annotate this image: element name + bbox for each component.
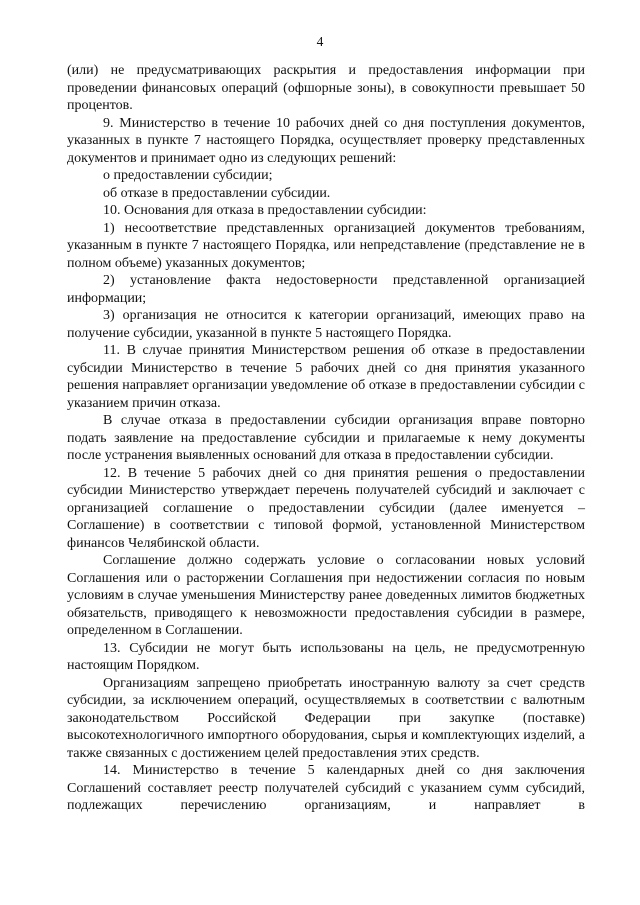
paragraph: о предоставлении субсидии;	[103, 168, 273, 183]
paragraph: Организациям запрещено приобретать иностранную валюту за счет средств субсидии, за исключением операций, осуществляемых в соответствии с валютным законодательством Российской Федерации при закупке (поставке) высокотехнологичного импортного оборудования, сырья и комплектующих изделий, а также связанных с достижением целей предоставления этих средств.	[67, 675, 585, 761]
paragraph: об отказе в предоставлении субсидии.	[103, 185, 331, 201]
paragraph: 13. Субсидии не могут быть использованы на цель, не предусмотренную настоящим Порядком.	[67, 640, 585, 673]
paragraph: 2) установление факта недостоверности представленной организацией информации;	[67, 273, 585, 306]
paragraph: 11. В случае принятия Министерством решения об отказе в предоставлении субсидии Министерство в течение 5 рабочих дней со дня принятия указанного решения направляет организации уведомление об отказе в предоставлении субсидии с указанием причин отказа.	[67, 343, 585, 411]
paragraph: Соглашение должно содержать условие о согласовании новых условий Соглашения или о расторжении Соглашения при недостижении согласия по новым условиям в случае уменьшения Министерству ранее доведенных лимитов бюджетных обязательств, приводящего к невозможности предоставления субсидии в размере, определенном в Соглашении.	[67, 553, 585, 638]
document-body	[67, 62, 585, 815]
page-number: 4	[316, 34, 324, 49]
paragraph: В случае отказа в предоставлении субсидии организация вправе повторно подать заявление на предоставление субсидии и прилагаемые к нему документы после устранения выявленных оснований для отказа в предоставлении субсидии.	[67, 413, 585, 463]
paragraph: 9. Министерство в течение 10 рабочих дней со дня поступления документов, указанных в пункте 7 настоящего Порядка, осуществляет проверку представленных документов и принимает одно из следующих решений:	[67, 115, 585, 166]
paragraph: (или) не предусматривающих раскрытия и предоставления информации при проведении финансовых операций (офшорные зоны), в совокупности превышает 50 процентов.	[67, 63, 585, 113]
paragraph: 3) организация не относится к категории организаций, имеющих право на получение субсидии, указанной в пункте 5 настоящего Порядка.	[67, 308, 585, 341]
paragraph: 12. В течение 5 рабочих дней со дня принятия решения о предоставлении субсидии Министерство утверждает перечень получателей субсидий и заключает с организацией соглашение о предоставлении субсидии (далее именуется – Соглашение) в соответствии с типовой формой, установленной Министерством финансов Челябинской области.	[67, 465, 585, 551]
paragraph: 10. Основания для отказа в предоставлении субсидии:	[103, 203, 427, 218]
paragraph: 1) несоответствие представленных организацией документов требованиям, указанным в пункте 7 настоящего Порядка, или непредставление (представление не в полном объеме) указанных документов;	[67, 220, 585, 271]
paragraph: 14. Министерство в течение 5 календарных дней со дня заключения Соглашений составляет реестр получателей субсидий с указанием сумм субсидий, подлежащих перечислению организациям, и направляет в	[67, 763, 585, 813]
